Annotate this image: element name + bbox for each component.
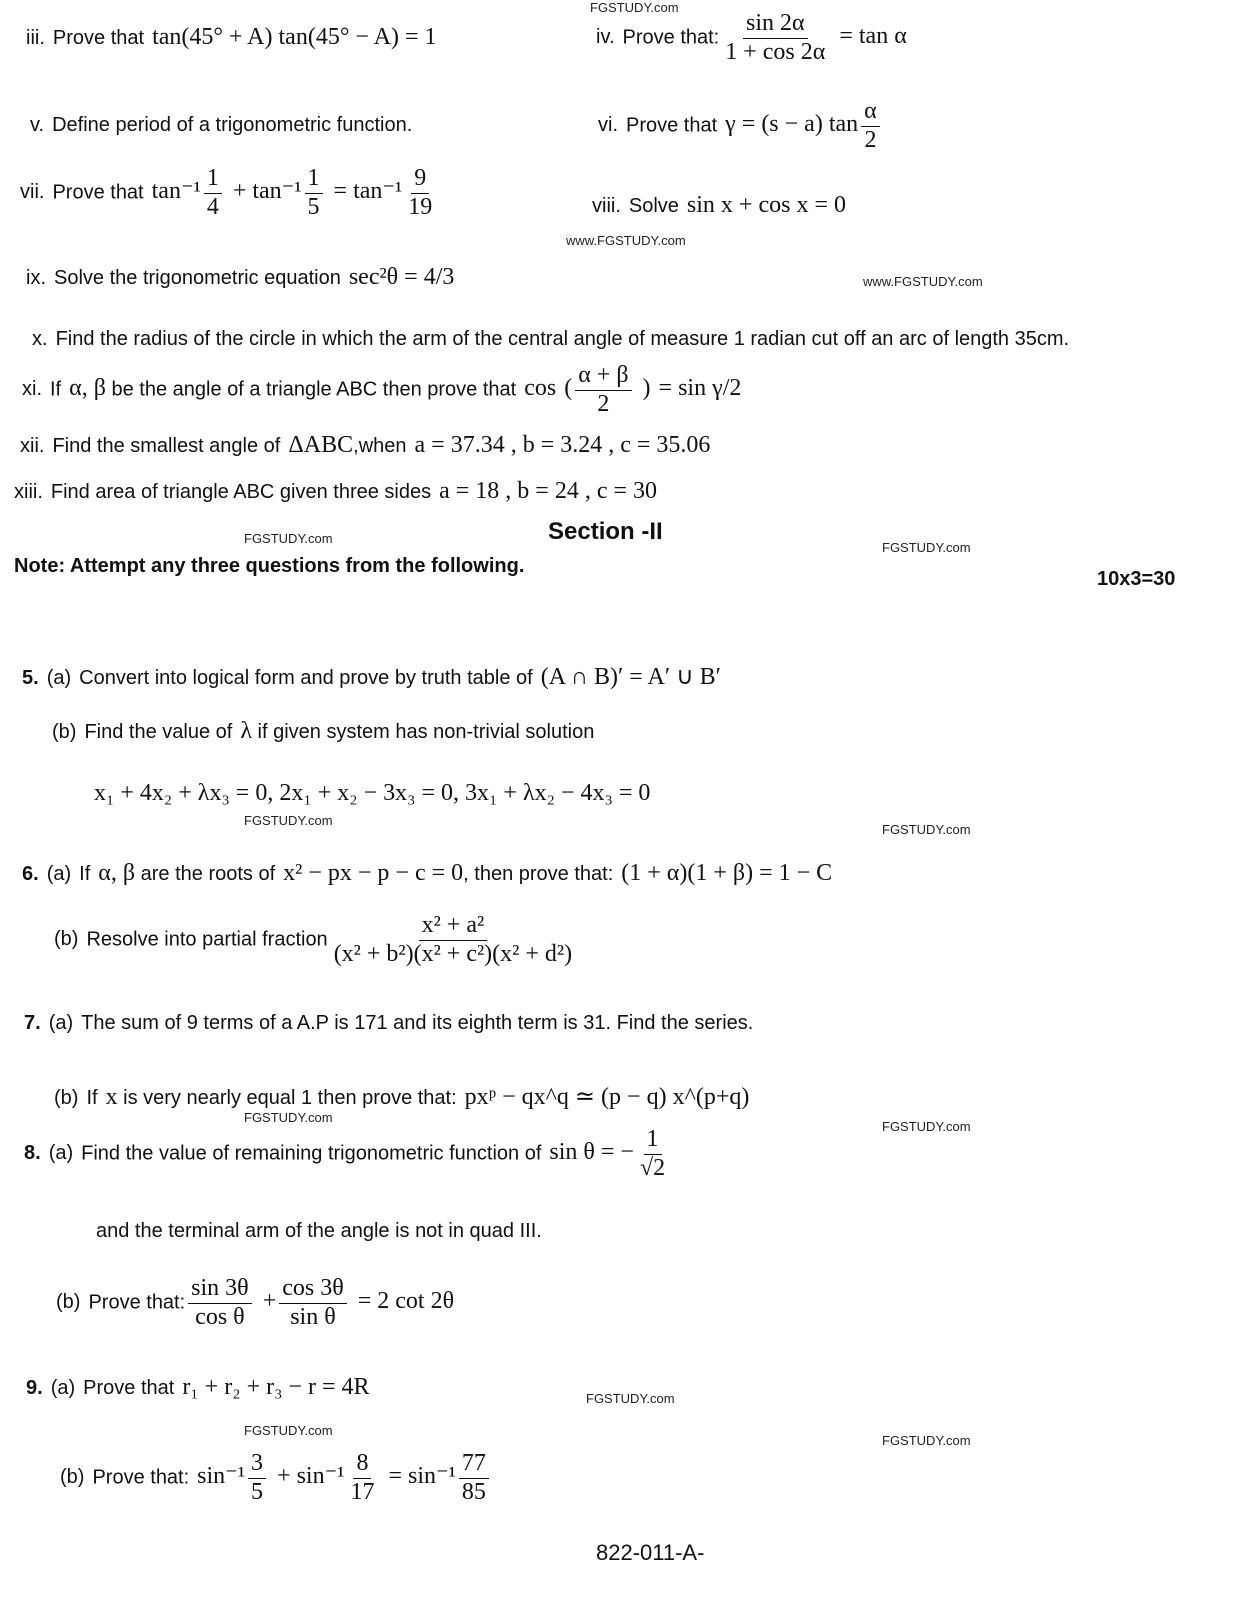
question-xii	[20, 432, 710, 459]
question-iv	[596, 10, 907, 66]
q-math: = 2 cot 2θ	[357, 1288, 455, 1315]
question-ix	[26, 264, 454, 291]
denominator: sin θ	[290, 1303, 336, 1330]
numerator: sin 3θ	[188, 1275, 252, 1304]
numerator: α + β	[575, 362, 631, 391]
question-8a-continued: and the terminal arm of the angle is not in quad III.	[96, 1220, 542, 1242]
q-num: 9.	[26, 1377, 43, 1399]
q-text: , then prove that:	[463, 863, 614, 885]
q-text: Find the smallest angle of	[52, 435, 281, 457]
numerator: α	[861, 98, 880, 127]
numerator: 3	[248, 1450, 266, 1479]
equation-system: x₁ + 4x₂ + λx₃ = 0, 2x₁ + x₂ − 3x₃ = 0, 3x₁ + λx₂ − 4x₃ = 0	[94, 780, 651, 806]
q-text: Prove that:	[622, 26, 720, 49]
question-iii	[26, 24, 437, 51]
q-math: = tan⁻¹	[333, 178, 403, 205]
q-math: sin x + cos x = 0	[686, 192, 846, 218]
q-text: Prove that:	[88, 1291, 186, 1314]
part-label: (a)	[46, 667, 72, 689]
q-text: Solve	[628, 195, 679, 217]
q-math: r₁ + r₂ + r₃ − r = 4R	[182, 1374, 370, 1400]
q-num: xi.	[22, 378, 42, 401]
q-text: Find the value of	[84, 721, 233, 743]
part-label: (b)	[54, 928, 79, 951]
watermark: FGSTUDY.com	[244, 1110, 333, 1125]
q-math: + sin⁻¹	[277, 1463, 345, 1490]
q-text: Define period of a trigonometric function.	[52, 114, 413, 136]
part-label: (b)	[60, 1466, 85, 1489]
question-6b	[54, 912, 578, 968]
part-label: (a)	[48, 1012, 74, 1034]
watermark: FGSTUDY.com	[590, 0, 679, 15]
denominator: (x² + b²)(x² + c²)(x² + d²)	[333, 940, 573, 967]
q-text: if given system has non-trivial solution	[257, 721, 595, 743]
denominator: 19	[408, 193, 433, 220]
denominator: 2	[597, 390, 610, 417]
fraction	[331, 912, 575, 968]
q-text: Prove that	[626, 114, 718, 137]
q-math: = sin γ/2	[658, 375, 742, 402]
q-math: ΔABC	[288, 432, 354, 458]
q-num: vii.	[20, 181, 45, 204]
q-text: ,when	[353, 435, 407, 457]
note: Note: Attempt any three questions from the following.	[14, 555, 525, 577]
part-label: (a)	[50, 1377, 76, 1399]
watermark: www.FGSTUDY.com	[566, 233, 686, 248]
q-math: x² − px − p − c = 0	[283, 860, 464, 886]
denominator: 17	[350, 1478, 375, 1505]
numerator: x² + a²	[419, 912, 488, 941]
q-text: Prove that	[52, 27, 145, 49]
denominator: 2	[864, 126, 877, 153]
q-num: x.	[32, 328, 48, 350]
numerator: 9	[411, 165, 429, 194]
q-text: If	[86, 1087, 98, 1109]
q-text: Find the radius of the circle in which the arm of the central angle of measure 1 radian cut off an arc of length 35cm.	[55, 328, 1070, 350]
question-7b	[54, 1082, 749, 1111]
question-5b	[52, 718, 594, 745]
numerator: cos 3θ	[279, 1275, 347, 1304]
question-9a	[26, 1374, 370, 1401]
watermark: FGSTUDY.com	[882, 1433, 971, 1448]
q-num: iv.	[596, 26, 615, 49]
q-math: α, β	[69, 375, 106, 402]
question-9b	[60, 1450, 492, 1506]
q-text: Prove that	[52, 181, 144, 204]
q-text: Prove that	[83, 1377, 175, 1399]
q-math: tan(45° + A) tan(45° − A) = 1	[152, 24, 437, 50]
part-label: (a)	[46, 863, 72, 885]
watermark: FGSTUDY.com	[244, 531, 333, 546]
watermark: FGSTUDY.com	[882, 540, 971, 555]
q-math: a = 37.34 , b = 3.24 , c = 35.06	[414, 432, 711, 458]
part-label: (a)	[48, 1142, 74, 1165]
numerator: 8	[353, 1450, 371, 1479]
question-8a	[24, 1126, 671, 1182]
fraction	[347, 1450, 377, 1506]
watermark: FGSTUDY.com	[586, 1391, 675, 1406]
q-math: + tan⁻¹	[232, 178, 302, 205]
question-vii	[20, 165, 438, 221]
q-math: sin θ = −	[549, 1139, 634, 1166]
q-text: Solve the trigonometric equation	[54, 267, 341, 289]
q-num: xiii.	[14, 481, 43, 503]
fraction	[459, 1450, 489, 1506]
q-math: a = 18 , b = 24 , c = 30	[439, 478, 658, 504]
numerator: 77	[459, 1450, 489, 1479]
fraction	[188, 1275, 252, 1331]
fraction	[248, 1450, 266, 1506]
fraction	[575, 362, 631, 418]
q-math: λ	[240, 718, 252, 744]
q-math: x	[105, 1084, 118, 1110]
q-math: pxᵖ − qx^q ≃ (p − q) x^(p+q)	[464, 1084, 750, 1110]
question-8b	[56, 1275, 454, 1331]
question-v	[30, 114, 412, 137]
q-math: +	[262, 1288, 277, 1315]
q-math: sin⁻¹	[197, 1463, 246, 1490]
numerator: 1	[305, 165, 323, 194]
q-text: Find area of triangle ABC given three sides	[50, 481, 432, 503]
watermark: www.FGSTUDY.com	[863, 274, 983, 289]
part-label: (b)	[56, 1291, 81, 1314]
q-text: be the angle of a triangle ABC then prove that	[111, 378, 517, 401]
q-num: iii.	[26, 27, 45, 49]
question-5a	[22, 662, 721, 691]
denominator: 1 + cos 2α	[725, 38, 826, 65]
denominator: 5	[251, 1478, 264, 1505]
q-math: cos	[524, 375, 557, 402]
q-num: 6.	[22, 863, 39, 885]
fraction	[204, 165, 222, 221]
q-text: is very nearly equal 1 then prove that:	[123, 1087, 457, 1109]
question-6a	[22, 860, 832, 887]
denominator: √2	[639, 1154, 666, 1181]
question-vi	[598, 98, 883, 154]
numerator: 1	[644, 1126, 662, 1155]
fraction	[305, 165, 323, 221]
fraction	[722, 10, 828, 66]
q-text: Resolve into partial fraction	[86, 928, 328, 951]
q-text: If	[79, 863, 91, 885]
denominator: 5	[307, 193, 320, 220]
q-math: sec²θ = 4/3	[348, 264, 455, 290]
question-xi: xi. If α, β be the angle of a triangle ABC then prove that cos ( $\frac{\alpha + \beta}{2}$ ) = sin γ/2	[22, 362, 742, 417]
q-math: α, β	[98, 860, 136, 886]
q-text: Find the value of remaining trigonometric function of	[81, 1142, 542, 1165]
q-num: viii.	[592, 195, 621, 217]
paper-code: 822-011-A-	[596, 1540, 705, 1565]
q-num: vi.	[598, 114, 618, 137]
q-text: If	[50, 378, 62, 401]
q-math: γ = (s − a) tan	[725, 111, 859, 138]
denominator: cos θ	[195, 1303, 245, 1330]
q-num: xii.	[20, 435, 45, 457]
part-label: (b)	[54, 1087, 79, 1109]
fraction	[279, 1275, 347, 1331]
section-title: Section -II	[548, 518, 663, 545]
denominator: 4	[206, 193, 219, 220]
numerator: 1	[204, 165, 222, 194]
watermark: FGSTUDY.com	[244, 1423, 333, 1438]
watermark: FGSTUDY.com	[882, 822, 971, 837]
numerator: sin 2α	[743, 10, 808, 39]
question-viii	[592, 192, 846, 219]
q-math: (A ∩ B)′ = A′ ∪ B′	[540, 664, 721, 690]
watermark: FGSTUDY.com	[882, 1119, 971, 1134]
q-num: ix.	[26, 267, 46, 289]
q-text: Convert into logical form and prove by truth table of	[79, 667, 533, 689]
fraction	[405, 165, 435, 221]
q-num: 8.	[24, 1142, 41, 1165]
question-7a	[24, 1012, 753, 1035]
part-label: (b)	[52, 721, 77, 743]
fraction	[637, 1126, 668, 1182]
q-math: = sin⁻¹	[388, 1463, 456, 1490]
question-xiii	[14, 478, 657, 505]
q-math: (1 + α)(1 + β) = 1 − C	[621, 860, 833, 886]
denominator: 85	[461, 1478, 486, 1505]
question-x	[32, 328, 1069, 351]
q-math: tan⁻¹	[151, 178, 201, 205]
q-num: 7.	[24, 1012, 41, 1034]
q-num: v.	[30, 114, 45, 136]
q-math: = tan α	[839, 23, 907, 50]
q-text: are the roots of	[140, 863, 276, 885]
fraction	[861, 98, 880, 154]
q-text: Prove that:	[92, 1466, 190, 1489]
watermark: FGSTUDY.com	[244, 813, 333, 828]
marks: 10x3=30	[1097, 568, 1176, 590]
q-num: 5.	[22, 667, 39, 689]
q-text: The sum of 9 terms of a A.P is 171 and its eighth term is 31. Find the series.	[81, 1012, 754, 1034]
